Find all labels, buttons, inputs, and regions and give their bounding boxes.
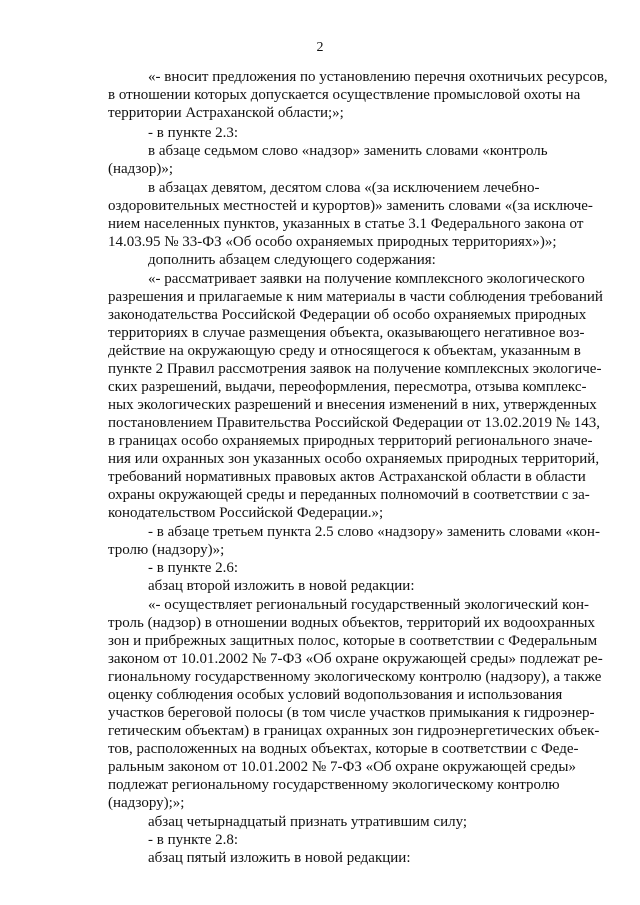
text-line: троль (надзор) в отношении водных объектов, территорий их водоохранных bbox=[108, 615, 595, 631]
text-line: дополнить абзацем следующего содержания: bbox=[148, 252, 436, 268]
text-line: пункте 2 Правил рассмотрения заявок на получение комплексных экологиче- bbox=[108, 361, 602, 377]
page-number: 2 bbox=[316, 40, 324, 55]
text-line: оценку соблюдения особых условий водопользования и использования bbox=[108, 687, 563, 703]
text-line: «- рассматривает заявки на получение комплексного экологического bbox=[148, 271, 585, 287]
text-line: законом от 10.01.2002 № 7-ФЗ «Об охране окружающей среды» подлежат ре- bbox=[108, 651, 603, 667]
text-line: ных экологических разрешений и внесения изменений в них, утвержденных bbox=[108, 397, 597, 413]
text-line: гетическим объектам) в границах охранных зон гидроэнергетических объек- bbox=[108, 723, 600, 739]
text-line: ральным законом от 10.01.2002 № 7-ФЗ «Об охране окружающей среды» bbox=[108, 759, 576, 775]
text-line: территории Астраханской области;»; bbox=[108, 105, 344, 121]
text-line: зон и прибрежных защитных полос, которые в соответствии с Федеральным bbox=[108, 633, 598, 649]
text-line: абзац четырнадцатый признать утратившим силу; bbox=[148, 814, 468, 830]
text-line: в абзаце седьмом слово «надзор» заменить словами «контроль bbox=[148, 143, 548, 159]
text-line: охраны окружающей среды и переданных полномочий в соответствии с за- bbox=[108, 487, 590, 503]
text-line: постановлением Правительства Российской Федерации от 13.02.2019 № 143, bbox=[108, 415, 601, 431]
text-line: ния или охранных зон указанных особо охраняемых природных территорий, bbox=[108, 451, 600, 467]
text-line: абзац пятый изложить в новой редакции: bbox=[148, 850, 411, 866]
text-line: в абзацах девятом, десятом слова «(за исключением лечебно- bbox=[148, 180, 540, 196]
text-line: разрешения и прилагаемые к ним материалы в части соблюдения требований bbox=[108, 289, 603, 305]
text-line: - в пункте 2.3: bbox=[148, 125, 239, 141]
text-line: территориях в случае размещения объекта, оказывающего негативное воз- bbox=[108, 325, 585, 341]
text-line: требований нормативных правовых актов Астраханской области в области bbox=[108, 469, 586, 485]
text-line: конодательством Российской Федерации.»; bbox=[108, 505, 384, 521]
text-line: гиональному государственному экологическому контролю (надзору), а также bbox=[108, 669, 602, 685]
text-line: участков береговой полосы (в том числе участков примыкания к гидроэнер- bbox=[108, 705, 595, 721]
text-line: ских разрешений, выдачи, переоформления, пересмотра, отзыва комплекс- bbox=[108, 379, 587, 395]
text-line: (надзору);»; bbox=[108, 795, 185, 811]
text-line: в отношении которых допускается осуществление промысловой охоты на bbox=[108, 87, 581, 103]
text-line: тролю (надзору)»; bbox=[108, 542, 225, 558]
text-line: законодательства Российской Федерации об особо охраняемых природных bbox=[108, 307, 587, 323]
text-line: подлежат региональному государственному экологическому контролю bbox=[108, 777, 560, 793]
text-line: тов, расположенных на водных объектах, которые в соответствии с Феде- bbox=[108, 741, 579, 757]
text-line: (надзор)»; bbox=[108, 161, 173, 177]
text-line: «- вносит предложения по установлению перечня охотничьих ресурсов, bbox=[148, 69, 608, 85]
text-line: «- осуществляет региональный государственный экологический кон- bbox=[148, 597, 590, 613]
text-line: 14.03.95 № 33-ФЗ «Об особо охраняемых природных территориях»)»; bbox=[108, 234, 557, 250]
text-line: в границах особо охраняемых природных территорий регионального значе- bbox=[108, 433, 593, 449]
text-line: нием населенных пунктов, указанных в статье 3.1 Федерального закона от bbox=[108, 216, 584, 232]
text-line: абзац второй изложить в новой редакции: bbox=[148, 578, 415, 594]
text-line: - в пункте 2.6: bbox=[148, 560, 239, 576]
text-line: оздоровительных местностей и курортов)» заменить словами «(за исключе- bbox=[108, 198, 593, 214]
text-line: - в абзаце третьем пункта 2.5 слово «надзору» заменить словами «кон- bbox=[148, 524, 600, 540]
text-line: - в пункте 2.8: bbox=[148, 832, 239, 848]
text-line: действие на окружающую среду и относящегося к объектам, указанным в bbox=[108, 343, 581, 359]
